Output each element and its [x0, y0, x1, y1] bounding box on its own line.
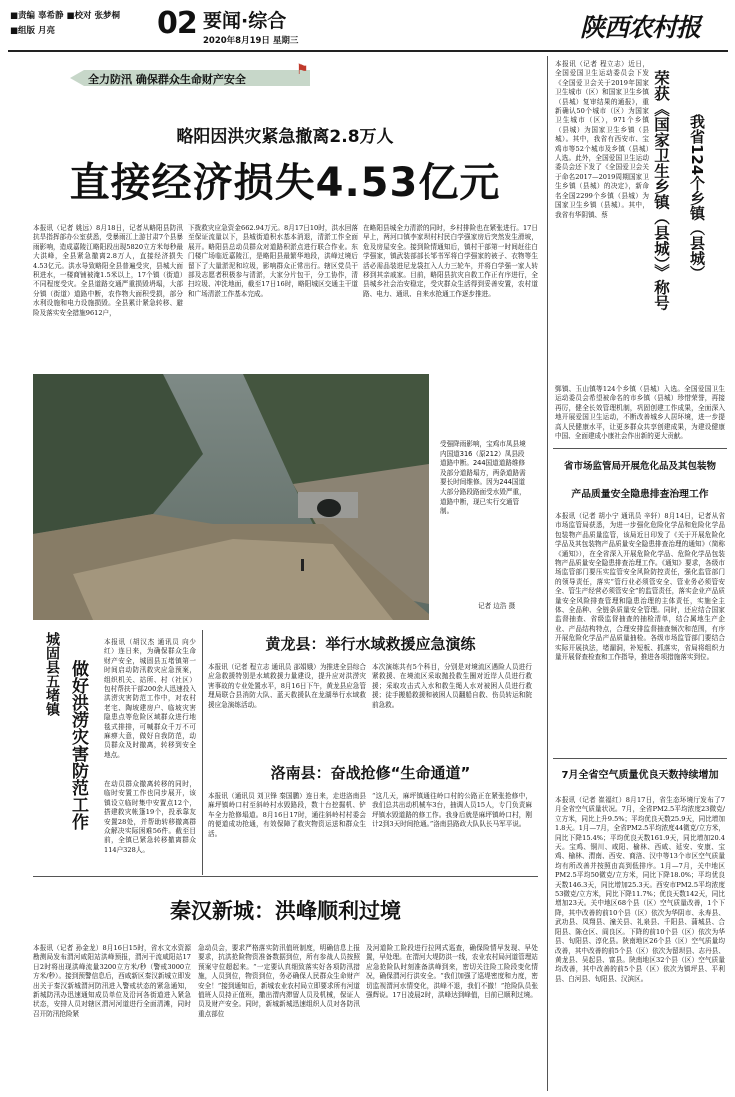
lead-col-2: 下拨救灾应急资金662.94万元。8月17日10时，洪水回落至保证流量以下，县城街道积水基本消退，清淤工作全面展开。略阳县总动员群众对道路积淤点进行联合作业。东门楼广场临近嘉陵江，是略阳县最繁华地段，洪峰过境后留下了大量淤泥和垃圾，影响群众正常出行。辖区党员干部及志愿者积极参与清淤，大家分片包干，分工协作，清扫垃圾、冲洗地面，截至17日16时，略阳城区交通主干道和广场清淤工作基本完成。 [188, 224, 358, 298]
award-body-2: 鄄镇、玉山镇等124个乡镇（县城）入选。全国爱国卫生运动委员会希望被命名的市乡镇（县城）珍惜荣誉，再接再厉，健全长效管理机制，巩固创建工作成果，全面深入地开展爱国卫生运动，不断改善城乡人居环境，进一步提高人民健康水平，让更多群众共享创建成果，为建设健康中国、全面建成小康社会作出新的更大贡献。 [555, 385, 725, 441]
chengu-kicker: 城固县五堵镇 [44, 632, 60, 716]
air-headline: 7月全省空气质量优良天数持续增加 [561, 770, 719, 781]
chengu-headline: 做好洪涝灾害防范工作 [68, 660, 88, 830]
paper-name: 陕西农村报 [580, 13, 701, 42]
qinhan-top-rule [33, 876, 538, 877]
hazmat-body: 本报讯（记者 胡小宁 通讯员 辛轩）8月14日，记者从省市场监管局获悉，为进一步强化危险化学品和危险化学品包装物产品质量监管，该局近日印发了《关于开展危险化学品及其包装物产品质量安全隐患排查治理的通知》（简称《通知》），在全省深入开展危险化学品、危险化学品包装物产品质量安全隐患排查治理工作。《通知》要求，各级市场监管部门要压实监管安全风险防控责任，强化监管部门的领导责任，落实“管行业必须管安全、管业务必须管安全、管生产经营必须管安全”的监管责任，落实企业产品质量安全风险排查管理和隐患治理的主体责任，实施全主体、全品种、全链条质量安全管理。同时，还应结合国家监督抽查、省级监督抽查的抽检清单，结合属地生产企业、产品结构特点，合理安排监督抽查频次和范围，有序开展危险化学品产品质量抽检。各级市场监管部门要结合实际开展执法，堵漏洞，补短板、抓落实，省局将组织力量开展督查检查和工作指导，推进各项措施落实到位。 [555, 512, 725, 662]
hazmat-kicker: 省市场监管局开展危化品及其包装物 [563, 461, 716, 472]
page-number: 02 [157, 6, 197, 41]
chengu-body-2: 在动员群众撤离转移的同时，临时安置工作也同步展开，该镇设立临时集中安置点12个，搭建救灾帐篷19个，投承靠友安置28处，并帮助转移撤离群众解决实际困难56件。截至目前，全镇已紧急转移撤离群众114户328人。 [104, 780, 196, 854]
huanglong-headline: 黄龙县：举行水域救援应急演练 [265, 635, 476, 653]
luonan-body-2: “这几天，麻坪镇通往岭口村的公路正在紧张抢修中，我们总共出动机械车3台，抽调人员15人，专门负责麻坪镇水毁道路的修工作。我身后就是麻坪镇岭口村，刚计2到3天时间抢通。”洛南县路政大队队长马军平说。 [372, 792, 532, 829]
award-body-1: 本报讯（记者 程立志）近日，全国爱国卫生运动委员会下发《全国爱卫会关于2019年国家卫生城市（区）和国家卫生乡镇（县城）复审结果的通报》，重新确认50个城市（区）为国家卫生城市（区），971个乡镇（县城）为国家卫生乡镇（县城）。其中，我省有西安市、宝鸡市等52个城市及乡镇（县城）人选。此外，全国爱国卫生运动委员会还下发了《全国爱卫会关于命名2017—2019周期国家卫生乡镇（县城）的决定》，新命名全国2299个乡镇（县城）为国家卫生乡镇（县城）。其中，我省有华阴镇、蔡 [555, 60, 649, 219]
luonan-headline: 洛南县：奋战抢修“生命通道” [270, 764, 471, 782]
qinhan-col-3: 及河道险工险段进行拉网式巡查，确保险情早发现、早处置，早处理。在渭河大堤防洪一线，农业农村局河道管理站应急抢险队时刻准备洪峰到来，密切关注险工险段变化情况，确保渭河行洪安全。“我们加强了巡堤密度和力度，密切监视渭河水情变化，洪峰不退，我们不撤！”抢险队员张强辉说。17日凌晨2时，洪峰达到峰值，目前已顺利过境。 [366, 944, 538, 1000]
lead-col-1: 本报讯（记者 姚远）8月18日，记者从略阳县防汛抗旱指挥部办公室获悉，受暴雨江上游甘肃7个县暴雨影响，造成嘉陵江略阳段出现5820立方米每秒最大洪峰，全县紧急撤离2.8万人，直接经济损失4.53亿元。洪水导致略阳全县普遍受灾，县城大面积进水，一楼商铺被淹1.5米以上，17个镇（街道）不同程度受灾。全县道路交通严重损毁坍塌，大部分镇（街道）道路中断，农作物大面积受损，部分水利设施和电力设施损毁。全县累计紧急转移、避险及落实安全措施9612户， [33, 224, 183, 317]
award-headline: 荣获《国家卫生乡镇（县城）》称号 [652, 70, 670, 311]
huanglong-body-1: 本报讯（记者 程立志 通讯员 邵娟娥）为推进全县综合应急救援特别是水域救援力量建设，提升应对洪涝灾害事故的专业处置水平，8月16日下午，黄龙县应急管理局联合县消防大队、蓝天救援队在龙湖举行水域救援应急演练活动。 [208, 663, 366, 709]
masthead-rule [8, 50, 728, 52]
chengu-body-1: 本报讯（胡汉杰 通讯员 向少红）连日来，为确保群众生命财产安全，城固县五堵镇第一时间启动防汛救灾应急预案，组织机关、站所、村（社区）包村帮扶干部200余人迅速投入洪涝灾害防范工作中，对农村老宅、陶坡建房户、临坡灾害隐患点等危险区域群众进行地毯式排排，可喊群众千万不可麻痹大意，做好自我防范，动员群众及时撤离，转移到安全地点。 [104, 638, 196, 759]
right-rule-2 [553, 758, 727, 759]
page-date: 2020年8月19日 星期三 [203, 36, 299, 46]
right-column-divider [547, 56, 548, 1091]
lead-col-3: 在略阳县城全力清淤的同时，乡村排险也在紧张进行。17日早上，两河口镇李家坝村村民白学强家房后突然发生滑坡，危及房屋安全。接到险情通知后，镇村干部第一时间赶往白学强家，镇武装部部长邹书军将白学强家的被子、衣物等生活必需品装进尼龙袋扛入人力三轮车，并将白学强一家人转移到其亲戚家。目前，略阳县抗灾自救工作正有序进行，全县城乡社会治安稳定，受灾群众生活得到妥善安置，农村道路、电力、通讯、自来水抢通工作逐步推进。 [363, 224, 538, 298]
huanglong-body-2: 本次演练共有5个科目，分别是对境流区遇险人员进行紧救援、在境流区采取抛投救生圈对近岸人员进行救援；采取攻击式入水和救生绳人水对被困人员进行救援；徒手搬船救援和被困人员翻船自救、伤员转运和院前急救。 [372, 663, 532, 709]
chengu-divider [202, 630, 203, 875]
lead-headline: 直接经济损失4.53亿元 [69, 160, 501, 206]
flood-road-photo [33, 374, 429, 620]
award-kicker: 我省124个乡镇（县城） [688, 114, 706, 281]
staff-line-1: ■责编 辜希静 ■校对 张梦桐 [10, 11, 120, 21]
luonan-body-1: 本报讯（通讯员 刘卫锋 秦国鹏）连日来，走进洛南县麻坪镇岭口村至斜岭村水毁路段，数十台挖掘机、铲车全力抢修塌道。8月16日17时，通往斜岭村村委会的便道成功抢通，有效保障了救灾物资运送和群众生活。 [208, 792, 366, 838]
section-title: 要闻·综合 [203, 10, 287, 32]
staff-line-2: ■组版 月亮 [10, 26, 55, 36]
qinhan-col-2: 急动员会，要求严格落实防汛值班制度，明确信息上报要求，抗洪抢险物资准备数据到位，所有参战人员按照预案守位超起来。“一定要认真细致落实好各项防汛措施，人员到位，物资到位，务必确保人民群众生命财产安全！”接到通知后，新城农业农村局立即要求所有河道值班人员持正值班，撒出渭内滞留人员及机械，保证人员及财产安全。同时，新城新城迅速组织人员对各防汛重点部位 [198, 944, 360, 1018]
right-rule-1 [553, 448, 727, 449]
qinhan-col-1: 本报讯（记者 孙金龙）8月16日15时，省水文水资源勘测局发布渭河咸阳站洪峰预报，渭河干流咸阳站17日2时将出现洪峰流量3200立方米/秒（警戒3000立方米/秒）。接到预警信息后，西咸新区秦汉新城立即发出关于秦汉新城渭河防汛进入警戒状态的紧急通知，新城防汛办迅速通知成员单位及沿河各街道进入紧急状态，安排人员对辖区渭河河道进行全面清滩，同时召开防汛抢险紧 [33, 944, 191, 1018]
qinhan-headline: 秦汉新城：洪峰顺利过境 [170, 899, 401, 923]
hazmat-headline: 产品质量安全隐患排查治理工作 [571, 489, 709, 500]
photo-caption: 受强降雨影响，宝鸡市凤县境内国道316（原212）凤县段道路中断。244国道道路维修及部分道路塌方，两条道路需要长时间维修。因为244国道大部分路段路面受水毁严重，道路中断，现已实行交通管制。 [440, 440, 526, 516]
lead-kicker: 略阳因洪灾紧急撤离2.8万人 [176, 127, 394, 147]
photo-credit: 记者 边浩 摄 [478, 602, 516, 610]
air-body: 本报讯（记者 崔福红）8月17日，省生态环境厅发布了7月全省空气质量状况。7月，全省PM2.5平均浓度23微克/立方米，同比上升9.5%；平均优良天数25.9天，同比增加1.8天。1月—7月，全省PM2.5平均浓度44微克/立方米，同比下降15.4%；平均优良天数161.9天，同比增加20.4天。宝鸡、铜川、咸阳、榆林、西咸、延安、安康、宝鸡、榆林、渭南、西安、商洛、汉中等13个市区空气质量均有所改善并按照由高到低排序。1月—7月，关中地区PM2.5平均50微克/立方米，同比下降18.0%；平均优良天数146.3天，同比增加25.3天。西安市PM2.5平均浓度53微克/立方米，同比下降11.7%；优良天数142天，同比增加23天。关中地区68个县（区）空气质量改善，1个下降，其中改善的前10个县（区）依次为华阴市、永寿县、武功县、凤翔县、潼关县、礼泉县、千阳县、蒲城县、合阳县、陈仓区、阎良区。下降的前10个县（区）依次为华县、旬阳县、淳化县。陕南地区26个县（区）空气质量均改善，其中改善的前5个县（区）依次为留坝县、志丹县、黄龙县、吴起县、富县。陕南地区32个县（区）空气质量均改善，其中改善的前5个县（区）依次为镇坪县、平利县、白河县、旬阳县、汉滨区。 [555, 796, 725, 983]
banner-flag-icon: ⚑ [296, 62, 309, 78]
banner-text: 全力防汛 确保群众生命财产安全 [88, 73, 246, 86]
